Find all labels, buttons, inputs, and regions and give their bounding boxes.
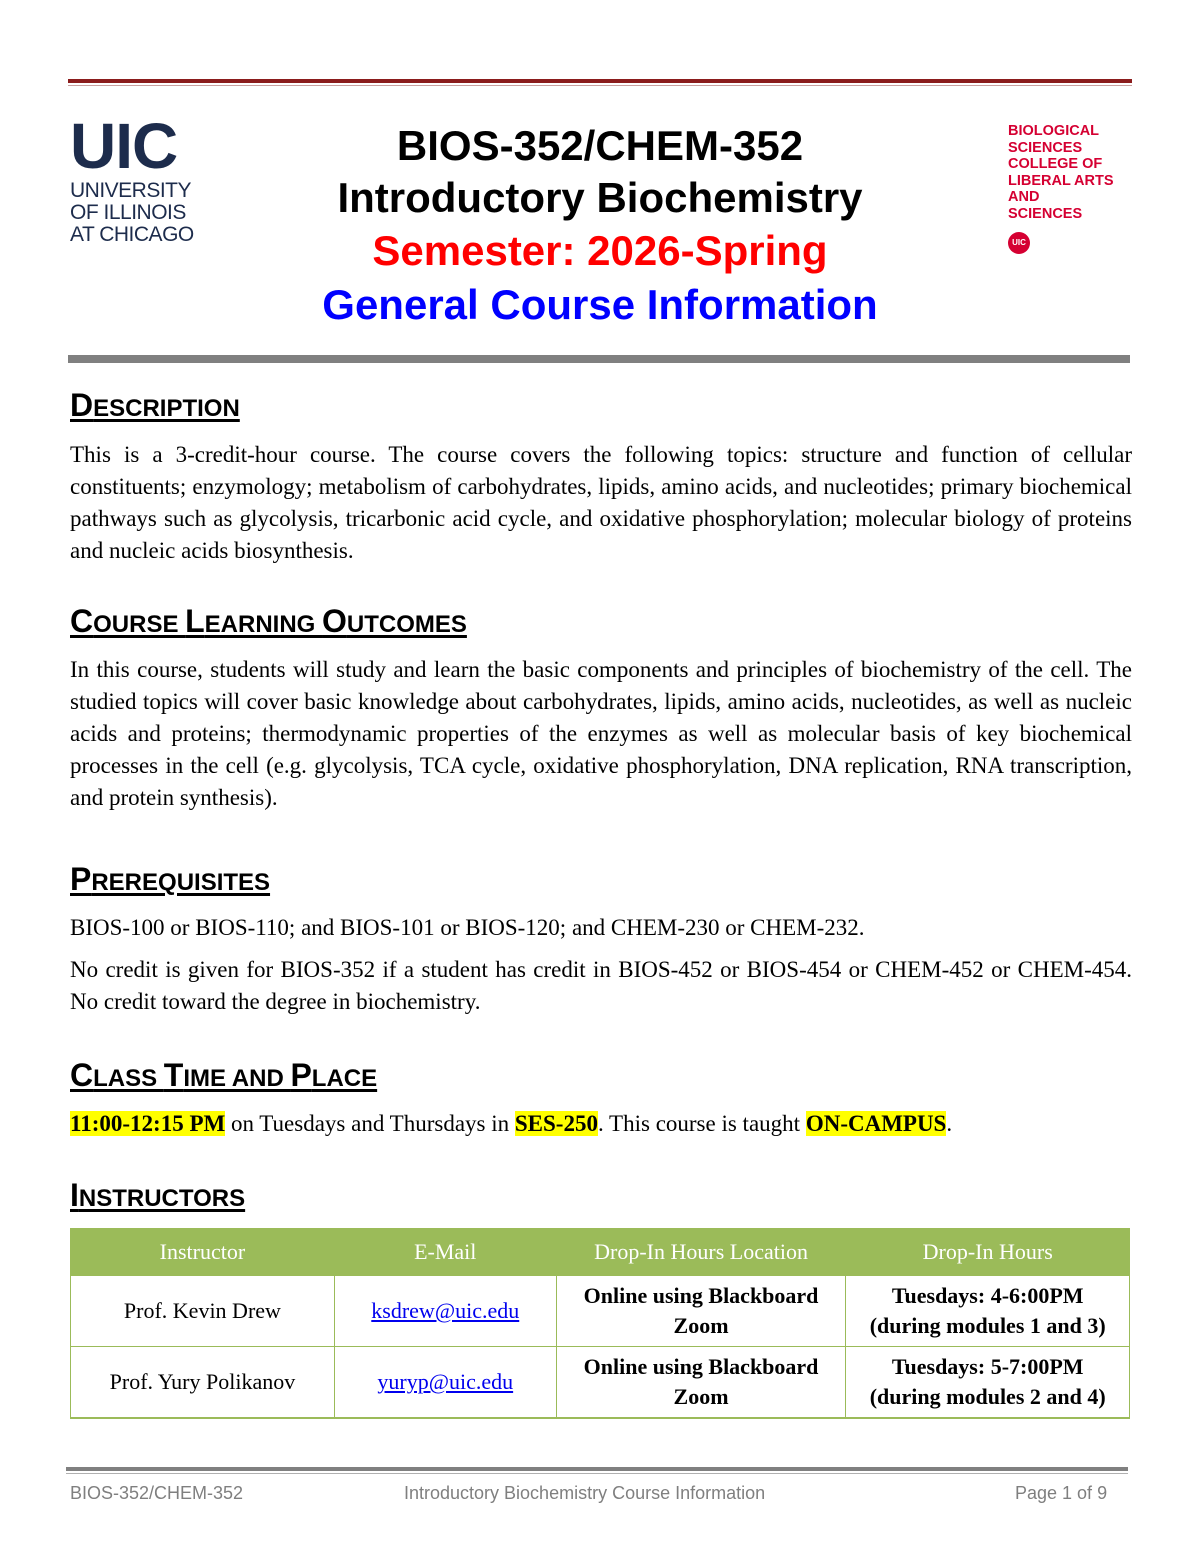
column-header: Drop-In Hours [846, 1229, 1130, 1276]
dept-logo-line: SCIENCES [1008, 139, 1083, 156]
top-rule [68, 79, 1132, 83]
dept-logo-line: AND [1008, 189, 1040, 205]
hours-cell: Tuesdays: 4-6:00PM (during modules 1 and 3) [846, 1276, 1130, 1347]
uic-badge-icon: UIC [1008, 232, 1030, 254]
course-title: Introductory Biochemistry [337, 174, 863, 221]
instructors-section [70, 1176, 1132, 1419]
class-time-text: 11:00-12:15 PM on Tuesdays and Thursdays in SES-250. This course is taught ON-CAMPUS. [70, 1111, 953, 1136]
email-cell [334, 1276, 556, 1347]
outcomes-text: In this course, students will study and learn the basic components and principles of biochemistry of the cell. The studied topics will cover basic knowledge about carbohydrates, lipids, amino acids, nucleotides, as well as nucleic acids and proteins; thermodynamic properties of the enzymes as well as molecular basis of key biochemical processes in the cell (e.g. glycolysis, TCA cycle, oxidative phosphorylation, DNA replication, RNA transcription, and protein synthesis). [70, 657, 1132, 810]
description-section [70, 386, 1132, 567]
instructor-name: Prof. Kevin Drew [71, 1276, 335, 1347]
dept-logo-line: SCIENCES [1008, 205, 1083, 222]
page-number: Page 1 of 9 [1015, 1483, 1108, 1503]
table-row [71, 1347, 1130, 1419]
email-link[interactable]: ksdrew@uic.edu [371, 1298, 520, 1323]
uic-logo-text [70, 180, 200, 246]
prerequisites-heading: PREREQUISITES [70, 861, 271, 897]
header-divider [68, 355, 1130, 363]
uic-logo-line: OF ILLINOIS [70, 201, 186, 224]
description-heading: DESCRIPTION [70, 387, 240, 423]
biological-sciences-logo [1008, 123, 1148, 254]
outcomes-heading: COURSE LEARNING OUTCOMES [70, 603, 467, 639]
dept-logo-line: COLLEGE OF [1008, 156, 1103, 172]
course-code: BIOS-352/CHEM-352 [396, 122, 804, 169]
uic-logo-mark: UIC [70, 110, 178, 182]
prerequisites-section [70, 860, 1132, 1018]
uic-logo-line: AT CHICAGO [70, 223, 194, 246]
column-header: Instructor [71, 1229, 335, 1276]
location-cell: Online using Blackboard Zoom [556, 1347, 846, 1419]
hours-cell: Tuesdays: 5-7:00PM (during modules 2 and 4) [846, 1347, 1130, 1419]
email-cell [334, 1347, 556, 1419]
title-block [200, 120, 1000, 332]
class-time-value: 11:00-12:15 PM [70, 1111, 226, 1136]
instructors-heading: INSTRUCTORS [70, 1177, 246, 1213]
prerequisites-text: BIOS-100 or BIOS-110; and BIOS-101 or BIOS-120; and CHEM-230 or CHEM-232. [70, 915, 865, 940]
delivery-mode: ON-CAMPUS [805, 1111, 947, 1136]
column-header: E-Mail [334, 1229, 556, 1276]
footer-rule [66, 1467, 1128, 1471]
class-room: SES-250 [514, 1111, 598, 1136]
class-time-section [70, 1056, 1132, 1140]
dept-logo-line: BIOLOGICAL [1008, 123, 1100, 139]
table-row [71, 1276, 1130, 1347]
footer-title: Introductory Biochemistry Course Information [404, 1483, 766, 1503]
table-header-row [71, 1229, 1130, 1276]
class-time-heading: CLASS TIME AND PLACE [70, 1057, 378, 1093]
semester: Semester: 2026-Spring [372, 227, 828, 274]
dept-logo-line: LIBERAL ARTS [1008, 172, 1114, 189]
footer-rule-thin [66, 1473, 1128, 1474]
uic-logo [70, 110, 200, 246]
instructor-name: Prof. Yury Polikanov [71, 1347, 335, 1419]
credit-restriction-text: No credit is given for BIOS-352 if a student has credit in BIOS-452 or BIOS-454 or CHEM-452 or CHEM-454. No credit toward the degree in biochemistry. [70, 957, 1132, 1014]
location-cell: Online using Blackboard Zoom [556, 1276, 846, 1347]
instructors-table [70, 1228, 1130, 1419]
description-text: This is a 3-credit-hour course. The course covers the following topics: structure and function of cellular constituents; enzymology; metabolism of carbohydrates, lipids, amino acids, and nucleotides; primary biochemical pathways such as glycolysis, tricarbonic acid cycle, and oxidative phosphorylation; molecular biology of proteins and nucleic acids biosynthesis. [70, 442, 1132, 563]
email-link[interactable]: yuryp@uic.edu [377, 1369, 514, 1394]
footer-course-code: BIOS-352/CHEM-352 [70, 1483, 244, 1503]
outcomes-section [70, 602, 1132, 814]
uic-logo-line: UNIVERSITY [70, 179, 192, 202]
column-header: Drop-In Hours Location [556, 1229, 846, 1276]
document-title: General Course Information [322, 281, 878, 328]
top-rule-thin [68, 85, 1132, 86]
